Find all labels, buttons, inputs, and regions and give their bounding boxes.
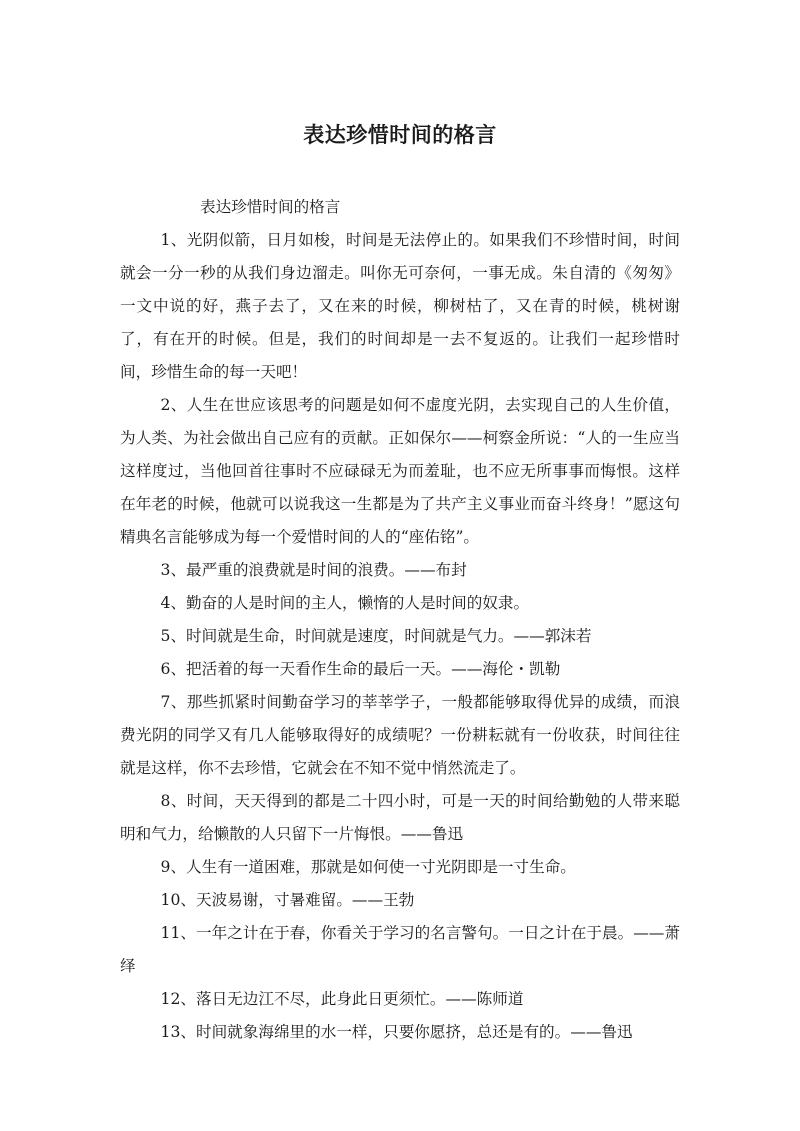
quote-paragraph: 2、人生在世应该思考的问题是如何不虚度光阴，去实现自己的人生价值，为人类、为社会做出自己应有的贡献。正如保尔——柯察金所说：“人的一生应当这样度过，当他回首往事时不应碌碌无为而羞耻，也不应无所事事而悔恨。这样在年老的时候，他就可以说我这一生都是为了共产主义事业而奋斗终身！”愿这句精典名言能够成为每一个爱惜时间的人的“座佑铭”。	[120, 396, 680, 546]
quote-paragraph: 10、天波易谢，寸暑难留。——王勃	[160, 891, 415, 909]
quote-paragraph: 13、时间就象海绵里的水一样，只要你愿挤，总还是有的。——鲁迅	[160, 1023, 633, 1041]
quote-paragraph: 6、把活着的每一天看作生命的最后一天。——海伦・凯勒	[160, 660, 561, 678]
document-body	[120, 191, 680, 1049]
quote-paragraph: 12、落日无边江不尽，此身此日更须忙。——陈师道	[160, 990, 524, 1008]
document-title: 表达珍惜时间的格言	[303, 123, 497, 147]
quote-paragraph: 7、那些抓紧时间勤奋学习的莘莘学子，一般都能够取得优异的成绩，而浪费光阴的同学又有几人能够取得好的成绩呢？一份耕耘就有一份收获，时间往往就是这样，你不去珍惜，它就会在不知不觉中悄然流走了。	[120, 693, 680, 777]
quote-paragraph: 4、勤奋的人是时间的主人，懒惰的人是时间的奴隶。	[160, 594, 530, 612]
quote-paragraph: 3、最严重的浪费就是时间的浪费。——布封	[160, 561, 467, 579]
quote-paragraph: 9、人生有一道困难，那就是如何使一寸光阴即是一寸生命。	[160, 858, 576, 876]
document-subtitle: 表达珍惜时间的格言	[200, 198, 341, 216]
quote-paragraph: 11、一年之计在于春，你看关于学习的名言警句。一日之计在于晨。——萧绎	[120, 924, 680, 975]
quote-paragraph: 5、时间就是生命，时间就是速度，时间就是气力。——郭沫若	[160, 627, 592, 645]
quote-paragraph: 1、光阴似箭，日月如梭，时间是无法停止的。如果我们不珍惜时间，时间就会一分一秒的从我们身边溜走。叫你无可奈何，一事无成。朱自清的《匆匆》一文中说的好，燕子去了，又在来的时候，柳树枯了，又在青的时候，桃树谢了，有在开的时候。但是，我们的时间却是一去不复返的。让我们一起珍惜时间，珍惜生命的每一天吧！	[120, 231, 680, 381]
quote-paragraph: 8、时间，天天得到的都是二十四小时，可是一天的时间给勤勉的人带来聪明和气力，给懒散的人只留下一片悔恨。——鲁迅	[120, 792, 680, 843]
